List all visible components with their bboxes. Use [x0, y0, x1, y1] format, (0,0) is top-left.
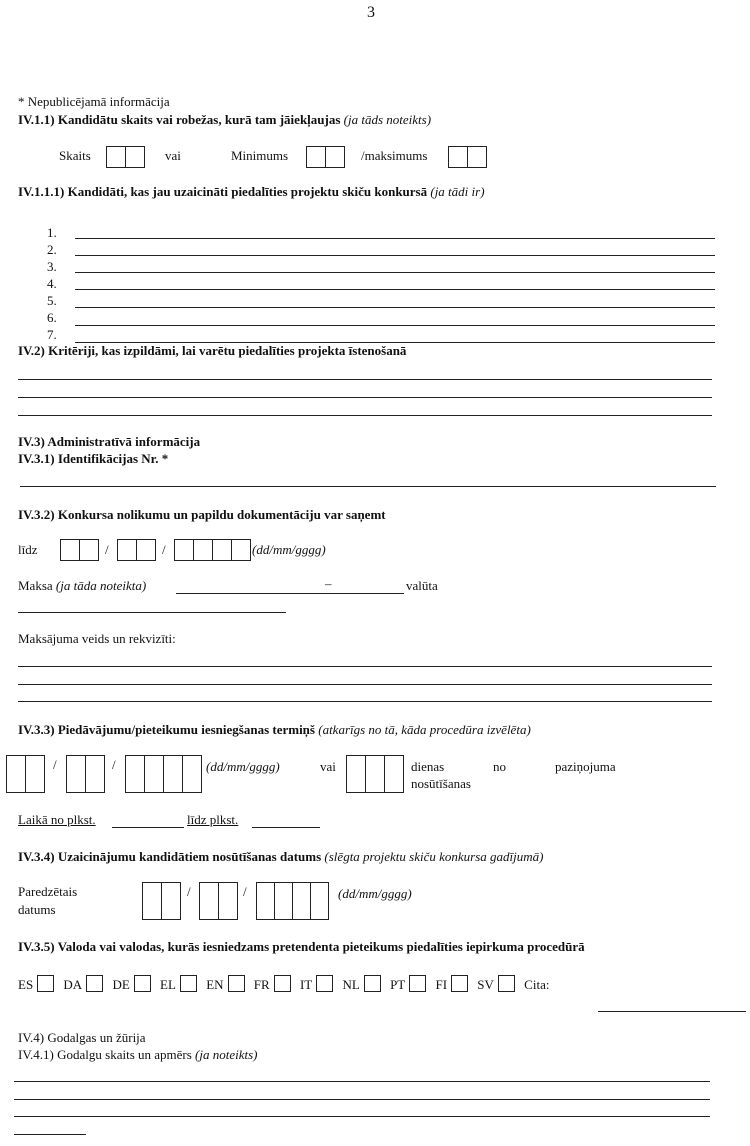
lang-da-checkbox[interactable]	[86, 975, 103, 992]
payment-line-1[interactable]	[18, 666, 712, 667]
date-slash: /	[53, 757, 57, 772]
lang-it[interactable]: IT	[300, 975, 339, 993]
doc-date-year-input[interactable]	[174, 539, 251, 561]
lang-en-checkbox[interactable]	[228, 975, 245, 992]
criteria-line-3[interactable]	[18, 415, 712, 416]
language-checkboxes	[18, 975, 549, 993]
invite-month-input[interactable]	[199, 882, 238, 920]
lang-nl-checkbox[interactable]	[364, 975, 381, 992]
fee-amount-line[interactable]	[176, 593, 404, 594]
skaits-label: Skaits	[59, 148, 91, 163]
section-iv-3-5-heading: IV.3.5) Valoda vai valodas, kurās iesniedzams pretendenta pieteikums piedalīties iepirkuma procedūrā	[18, 939, 585, 954]
fee-extra-line[interactable]	[18, 612, 286, 613]
deadline-month-input[interactable]	[66, 755, 105, 793]
section-iv-2-heading: IV.2) Kritēriji, kas izpildāmi, lai varētu piedalīties projekta īstenošanā	[18, 343, 407, 358]
payment-line-3[interactable]	[18, 701, 712, 702]
candidate-4-label: 4.	[47, 276, 57, 291]
deadline-year-input[interactable]	[125, 755, 202, 793]
no-label: no	[493, 759, 506, 774]
section-iv-1-1-heading: IV.1.1) Kandidātu skaits vai robežas, kurā tam jāiekļaujas (ja tāds noteikts)	[18, 112, 432, 127]
lang-de[interactable]: DE	[112, 975, 156, 993]
criteria-line-2[interactable]	[18, 397, 712, 398]
identification-number-line[interactable]	[20, 486, 716, 487]
date-slash: /	[112, 757, 116, 772]
section-iv-3-4-heading: IV.3.4) Uzaicinājumu kandidātiem nosūtīšanas datums (slēgta projektu skiču konkursa gadījumā)	[18, 849, 544, 864]
prizes-line-1[interactable]	[14, 1081, 710, 1082]
deadline-days-input[interactable]	[346, 755, 404, 793]
lang-it-checkbox[interactable]	[316, 975, 333, 992]
page-number: 3	[367, 4, 375, 21]
pazinojuma-label: paziņojuma	[555, 759, 616, 774]
date-format-hint: (dd/mm/gggg)	[338, 886, 412, 901]
minimums-input[interactable]	[306, 146, 345, 168]
time-to-label: līdz plkst.	[187, 812, 239, 827]
maksimums-input[interactable]	[448, 146, 487, 168]
candidate-3-label: 3.	[47, 259, 57, 274]
time-from-line[interactable]	[112, 827, 184, 828]
payment-line-2[interactable]	[18, 684, 712, 685]
footnote-separator	[14, 1134, 86, 1135]
section-iv-3-2-heading: IV.3.2) Konkursa nolikumu un papildu dokumentāciju var saņemt	[18, 507, 386, 522]
date-slash: /	[243, 884, 247, 899]
other-language-line[interactable]	[598, 1011, 746, 1012]
lang-da[interactable]: DA	[63, 975, 109, 993]
prizes-line-3[interactable]	[14, 1116, 710, 1117]
maksimums-label: /maksimums	[361, 148, 428, 163]
date-slash: /	[105, 542, 109, 557]
lang-nl[interactable]: NL	[342, 975, 386, 993]
maksa-label: Maksa (ja tāda noteikta)	[18, 578, 147, 593]
candidate-5-label: 5.	[47, 293, 57, 308]
candidate-6-line[interactable]	[75, 325, 715, 326]
vai-label: vai	[320, 759, 336, 774]
invite-year-input[interactable]	[256, 882, 329, 920]
lang-pt-checkbox[interactable]	[409, 975, 426, 992]
planned-date-label-1: Paredzētais	[18, 884, 78, 899]
section-iv-3-3-heading: IV.3.3) Piedāvājumu/pieteikumu iesniegšanas termiņš (atkarīgs no tā, kāda procedūra izvēlēta)	[18, 722, 531, 737]
lang-el[interactable]: EL	[160, 975, 203, 993]
planned-date-label-2: datums	[18, 902, 56, 917]
time-to-line[interactable]	[252, 827, 320, 828]
candidate-1-label: 1.	[47, 225, 57, 240]
fee-dash: –	[325, 576, 332, 591]
candidate-1-line[interactable]	[75, 238, 715, 239]
candidate-2-label: 2.	[47, 242, 57, 257]
date-slash: /	[162, 542, 166, 557]
candidate-7-label: 7.	[47, 327, 57, 342]
lang-en[interactable]: EN	[206, 975, 250, 993]
prizes-line-2[interactable]	[14, 1099, 710, 1100]
minimums-label: Minimums	[231, 148, 289, 163]
section-iv-3-heading: IV.3) Administratīvā informācija	[18, 434, 201, 449]
candidate-2-line[interactable]	[75, 255, 715, 256]
criteria-line-1[interactable]	[18, 379, 712, 380]
section-iv-4-heading: IV.4) Godalgas un žūrija	[18, 1030, 146, 1045]
section-iv-3-1-heading: IV.3.1) Identifikācijas Nr. *	[18, 451, 169, 466]
deadline-day-input[interactable]	[6, 755, 45, 793]
candidate-6-label: 6.	[47, 310, 57, 325]
doc-date-day-input[interactable]	[60, 539, 99, 561]
lang-sv[interactable]: SV	[477, 975, 521, 993]
lang-sv-checkbox[interactable]	[498, 975, 515, 992]
candidate-4-line[interactable]	[75, 289, 715, 290]
date-format-hint: (dd/mm/gggg)	[206, 759, 280, 774]
payment-label: Maksājuma veids un rekvizīti:	[18, 631, 176, 646]
date-slash: /	[187, 884, 191, 899]
candidate-3-line[interactable]	[75, 272, 715, 273]
lidz-label: līdz	[18, 542, 38, 557]
dienas-label: dienas	[411, 759, 445, 774]
lang-pt[interactable]: PT	[390, 975, 432, 993]
footnote: * Nepublicējamā informācija	[18, 94, 170, 109]
lang-fi-checkbox[interactable]	[451, 975, 468, 992]
lang-fi[interactable]: FI	[435, 975, 474, 993]
valuta-label: valūta	[406, 578, 438, 593]
lang-de-checkbox[interactable]	[134, 975, 151, 992]
date-format-hint: (dd/mm/gggg)	[252, 542, 326, 557]
lang-fr-checkbox[interactable]	[274, 975, 291, 992]
skaits-input[interactable]	[106, 146, 145, 168]
other-language-label: Cita:	[524, 977, 550, 992]
doc-date-month-input[interactable]	[117, 539, 156, 561]
time-from-label: Laikā no plkst.	[18, 812, 96, 827]
nosutisanas-label: nosūtīšanas	[411, 776, 471, 791]
lang-es[interactable]: ES	[18, 975, 60, 993]
section-iv-4-1-heading: IV.4.1) Godalgu skaits un apmērs (ja noteikts)	[18, 1047, 258, 1062]
section-iv-1-1-1-heading: IV.1.1.1) Kandidāti, kas jau uzaicināti piedalīties projektu skiču konkursā (ja tādi ir)	[18, 184, 485, 199]
lang-fr[interactable]: FR	[254, 975, 297, 993]
lang-es-checkbox[interactable]	[37, 975, 54, 992]
vai-label: vai	[165, 148, 181, 163]
lang-el-checkbox[interactable]	[180, 975, 197, 992]
candidate-5-line[interactable]	[75, 307, 715, 308]
invite-day-input[interactable]	[142, 882, 181, 920]
